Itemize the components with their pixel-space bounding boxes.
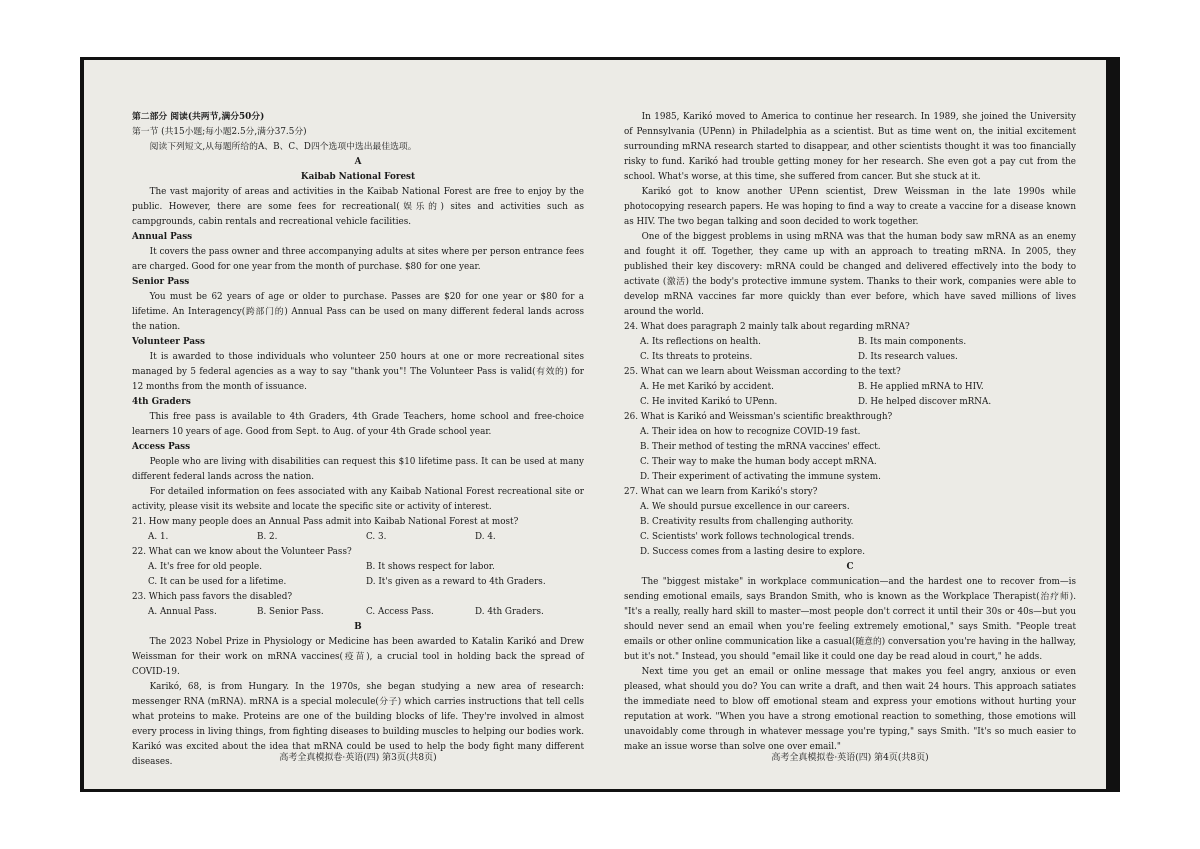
option: A. Its reflections on health. [640, 337, 761, 347]
passage-a-paragraph: This free pass is available to 4th Graders, 4th Grade Teachers, home school and free-choice learners 10 years of age. Good from Sept. to Aug. of your 4th Grade school year. [132, 412, 584, 437]
passage-c-paragraph: Next time you get an email or online message that makes you feel angry, anxious or even pleased, what should you do? You can write a draft, and then wait 24 hours. This approach satiates the immediate need to blow off emotional steam and express your emotions without hurting your reputation at work. "When you have a strong emotional reaction to something, those emotions will unavoidably come through in whatever message you're typing," says Smith. "It's so much easier to make an issue worse than solve one over email." [624, 667, 1076, 752]
option: D. Success comes from a lasting desire to explore. [640, 547, 866, 557]
option: B. Senior Pass. [257, 607, 324, 617]
passage-a-paragraph: It is awarded to those individuals who volunteer 250 hours at one or more recreational sites managed by 5 federal agencies as a way to say "thank you"! The Volunteer Pass is valid(有效的) for 12 months from the month of issuance. [132, 352, 584, 392]
option: C. Its threats to proteins. [640, 352, 753, 362]
passage-b-paragraph: Karikó got to know another UPenn scientist, Drew Weissman in the late 1990s while photocopying research papers. He was hoping to find a way to create a vaccine for a disease known as HIV. The two began talking and soon decided to work together. [624, 187, 1076, 227]
option: A. 1. [148, 532, 169, 542]
heading-access-pass: Access Pass [132, 442, 191, 452]
passage-a-paragraph: You must be 62 years of age or older to purchase. Passes are $20 for one year or $80 for a lifetime. An Interagency(跨部门的) Annual Pass can be used on many different federal lands across the nation. [132, 292, 584, 332]
question-22-options [132, 560, 584, 590]
passage-a-paragraph: People who are living with disabilities can request this $10 lifetime pass. It can be used at many different federal lands across the nation. [132, 457, 584, 482]
scanned-spread [80, 57, 1120, 792]
question-27: 27. What can we learn from Karikó's story? [624, 487, 818, 497]
question-22: 22. What can we know about the Volunteer Pass? [132, 547, 352, 557]
question-26-options [624, 425, 1076, 485]
option: C. He invited Karikó to UPenn. [640, 397, 778, 407]
option: A. We should pursue excellence in our careers. [640, 502, 850, 512]
passage-b-paragraph: Karikó, 68, is from Hungary. In the 1970s, she began studying a new area of research: messenger RNA (mRNA). mRNA is a special molecule(分子) which carries instructions that tell cells what proteins to make. Proteins are one of the building blocks of life. They're involved in almost every process in living things, from fighting diseases to building muscles to helping our bodies work. Karikó was excited about the idea that mRNA could be used to help the body fight many different diseases. [132, 682, 584, 767]
question-21-options [132, 530, 584, 545]
left-page-footer: 高考全真模拟卷·英语(四) 第3页(共8页) [279, 753, 437, 763]
heading-annual-pass: Annual Pass [132, 232, 193, 242]
option: D. It's given as a reward to 4th Graders. [366, 577, 546, 587]
passage-b-paragraph: In 1985, Karikó moved to America to continue her research. In 1989, she joined the University of Pennsylvania (UPenn) in Philadelphia as a scientist. But as time went on, the initial excitement surrounding mRNA research started to disappear, and other scientists thought it was too financially risky to fund. Karikó had trouble getting money for her research. She even got a pay cut from the school. What's worse, at this time, she suffered from cancer. But she stuck at it. [624, 112, 1076, 182]
question-23-options [132, 605, 584, 620]
left-page [132, 110, 584, 770]
right-page [624, 110, 1076, 755]
option: A. Their idea on how to recognize COVID-19 fast. [640, 427, 861, 437]
passage-b-paragraph: The 2023 Nobel Prize in Physiology or Medicine has been awarded to Katalin Karikó and Drew Weissman for their work on mRNA vaccines(疫苗), a crucial tool in holding back the spread of COVID-19. [132, 637, 584, 677]
question-24: 24. What does paragraph 2 mainly talk about regarding mRNA? [624, 322, 910, 332]
passage-a-paragraph: For detailed information on fees associated with any Kaibab National Forest recreational site or activity, please visit its website and locate the specific site or activity of interest. [132, 487, 584, 512]
section-title: 第二部分 阅读(共两节,满分50分) [132, 112, 265, 122]
option: A. He met Karikó by accident. [640, 382, 774, 392]
passage-c-paragraph: The "biggest mistake" in workplace communication—and the hardest one to recover from—is sending emotional emails, says Brandon Smith, who is known as the Workplace Therapist(治疗师). "It's a really, really hard skill to master—most people don't correct it until their 30s or 40s—but you should never send an email when you're feeling extremely emotional," says Smith. "People treat emails or other online communication like a casual(随意的) conversation you're having in the hallway, but it's not." Instead, you should "email like it could one day be read aloud in court," he adds. [624, 577, 1076, 662]
question-24-options [624, 335, 1076, 365]
option: D. He helped discover mRNA. [858, 397, 992, 407]
passage-a-title: Kaibab National Forest [300, 172, 416, 182]
subsection-title: 第一节 (共15小题;每小题2.5分,满分37.5分) [132, 127, 307, 137]
question-25-options [624, 380, 1076, 410]
heading-volunteer-pass: Volunteer Pass [132, 337, 205, 347]
option: B. He applied mRNA to HIV. [858, 382, 984, 392]
option: D. 4th Graders. [475, 607, 544, 617]
option: C. It can be used for a lifetime. [148, 577, 287, 587]
option: D. Its research values. [858, 352, 958, 362]
passage-a-paragraph: It covers the pass owner and three accompanying adults at sites where per person entrance fees are charged. Good for one year from the month of purchase. $80 for one year. [132, 247, 584, 272]
option: B. Creativity results from challenging authority. [640, 517, 854, 527]
right-page-footer: 高考全真模拟卷·英语(四) 第4页(共8页) [771, 753, 929, 763]
option: C. Scientists' work follows technological trends. [640, 532, 855, 542]
question-27-options [624, 500, 1076, 560]
option: D. 4. [475, 532, 496, 542]
option: B. Their method of testing the mRNA vaccines' effect. [640, 442, 881, 452]
question-21: 21. How many people does an Annual Pass admit into Kaibab National Forest at most? [132, 517, 519, 527]
passage-a-paragraph: The vast majority of areas and activities in the Kaibab National Forest are free to enjoy by the public. However, there are some fees for recreational(娱乐的) sites and activities such as campgrounds, cabin rentals and recreational vehicle facilities. [132, 187, 584, 227]
option: B. Its main components. [858, 337, 967, 347]
option: D. Their experiment of activating the immune system. [640, 472, 881, 482]
question-23: 23. Which pass favors the disabled? [132, 592, 293, 602]
passage-a-letter: A [354, 157, 362, 167]
instructions: 阅读下列短文,从每题所给的A、B、C、D四个选项中选出最佳选项。 [149, 142, 417, 152]
option: C. Access Pass. [366, 607, 434, 617]
option: B. 2. [257, 532, 278, 542]
option: A. It's free for old people. [148, 562, 263, 572]
option: C. Their way to make the human body accept mRNA. [640, 457, 877, 467]
heading-senior-pass: Senior Pass [132, 277, 190, 287]
passage-b-letter: B [354, 622, 362, 632]
option: B. It shows respect for labor. [366, 562, 495, 572]
question-25: 25. What can we learn about Weissman according to the text? [624, 367, 901, 377]
passage-b-paragraph: One of the biggest problems in using mRNA was that the human body saw mRNA as an enemy and fought it off. Together, they came up with an approach to treating mRNA. In 2005, they published their key discovery: mRNA could be changed and delivered effectively into the body to activate (激活) the body's protective immune system. Thanks to their work, companies were able to develop mRNA vaccines far more quickly than ever before, which have saved millions of lives around the world. [624, 232, 1076, 317]
option: C. 3. [366, 532, 387, 542]
passage-c-letter: C [846, 562, 854, 572]
heading-4th-graders: 4th Graders [132, 397, 191, 407]
question-26: 26. What is Karikó and Weissman's scientific breakthrough? [624, 412, 893, 422]
option: A. Annual Pass. [148, 607, 217, 617]
